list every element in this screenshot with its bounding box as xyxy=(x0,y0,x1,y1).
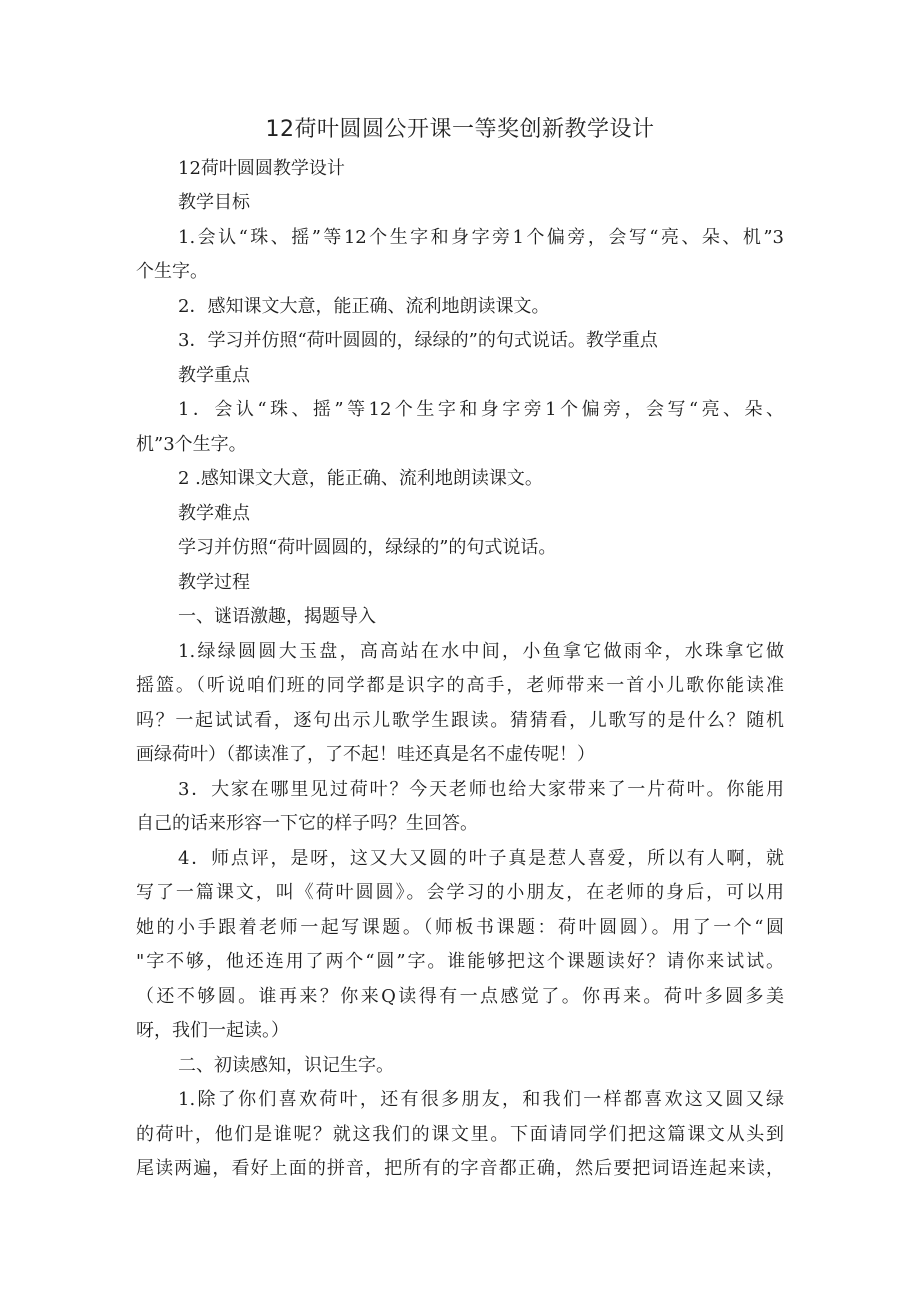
section-heading: 一、谜语激趣，揭题导入 xyxy=(178,606,376,627)
paragraph-line: 4．师点评，是呀，这又大又圆的叶子真是惹人喜爱，所以有人啊，就 xyxy=(178,848,784,869)
section-heading: 教学目标 xyxy=(178,192,250,213)
paragraph-line: 的荷叶，他们是谁呢？就这我们的课文里。下面请同学们把这篇课文从头到 xyxy=(136,1124,784,1145)
section-heading: 教学难点 xyxy=(178,503,250,524)
section-heading: 二、初读感知，识记生字。 xyxy=(178,1055,394,1076)
paragraph-line: 她的小手跟着老师一起写课题。（师板书课题：荷叶圆圆）。用了一个“圆 xyxy=(136,917,784,938)
paragraph-line: 1.绿绿圆圆大玉盘，高高站在水中间，小鱼拿它做雨伞，水珠拿它做 xyxy=(178,641,784,662)
paragraph-line: 个生字。 xyxy=(136,261,208,282)
paragraph-line: 机”3个生字。 xyxy=(136,434,247,455)
paragraph-line: "字不够，他还连用了两个“圆”字。谁能够把这个课题读好？请你来试试。 xyxy=(136,951,784,972)
paragraph-line: 自己的话来形容一下它的样子吗？生回答。 xyxy=(136,813,478,834)
paragraph-line: 写了一篇课文，叫《荷叶圆圆》。会学习的小朋友，在老师的身后，可以用 xyxy=(136,882,784,903)
paragraph-line: 呀，我们一起读。） xyxy=(136,1020,289,1041)
paragraph-line: 2 .感知课文大意，能正确、流利地朗读课文。 xyxy=(178,468,543,489)
paragraph-line: 画绿荷叶）（都读准了，了不起！哇还真是名不虚传呢！） xyxy=(136,744,595,765)
paragraph-line: 2．感知课文大意，能正确、流利地朗读课文。 xyxy=(178,296,550,317)
paragraph-line: 1.会认“珠、摇”等12个生字和身字旁1个偏旁，会写“亮、朵、机”3 xyxy=(178,227,784,248)
paragraph-line: 学习并仿照“荷叶圆圆的，绿绿的”的句式说话。 xyxy=(178,537,557,558)
paragraph-line: 1.除了你们喜欢荷叶，还有很多朋友，和我们一样都喜欢这又圆又绿 xyxy=(178,1089,784,1110)
subtitle-line: 12荷叶圆圆教学设计 xyxy=(178,158,345,179)
paragraph-line: 1．会认“珠、摇”等12个生字和身字旁1个偏旁，会写“亮、朵、 xyxy=(178,399,784,420)
paragraph-line: 尾读两遍，看好上面的拼音，把所有的字音都正确，然后要把词语连起来读， xyxy=(136,1158,784,1179)
paragraph-line: 摇篮。（听说咱们班的同学都是识字的高手，老师带来一首小儿歌你能读准 xyxy=(136,675,784,696)
document-title: 12荷叶圆圆公开课一等奖创新教学设计 xyxy=(265,117,655,142)
paragraph-line: （还不够圆。谁再来？你来Q读得有一点感觉了。你再来。荷叶多圆多美 xyxy=(136,986,784,1007)
paragraph-line: 3．大家在哪里见过荷叶？今天老师也给大家带来了一片荷叶。你能用 xyxy=(178,779,784,800)
section-heading: 教学重点 xyxy=(178,365,250,386)
paragraph-line: 吗？一起试试看，逐句出示儿歌学生跟读。猜猜看，儿歌写的是什么？随机 xyxy=(136,710,784,731)
section-heading: 教学过程 xyxy=(178,572,250,593)
paragraph-line: 3．学习并仿照“荷叶圆圆的，绿绿的”的句式说话。教学重点 xyxy=(178,330,658,351)
